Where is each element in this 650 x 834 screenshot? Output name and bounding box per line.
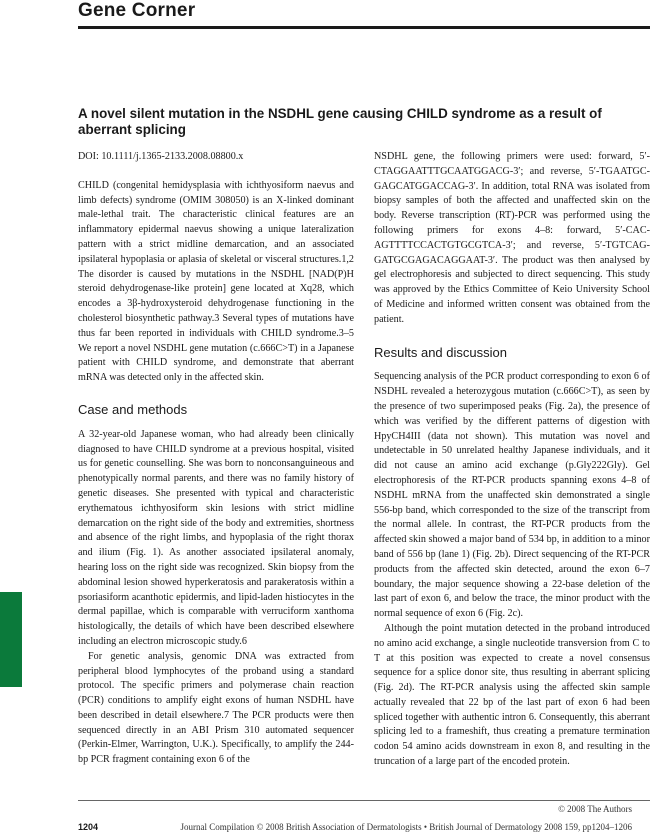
section-title: Gene Corner [78, 0, 196, 21]
heading-results-and-discussion: Results and discussion [374, 344, 507, 360]
copyright-notice: © 2008 The Authors [558, 804, 632, 814]
doi-link[interactable]: DOI: 10.1111/j.1365-2133.2008.08800.x [78, 151, 244, 162]
methods-paragraph: For genetic analysis, genomic DNA was extracted from peripheral blood lymphocytes of the proband using a standard protocol. The specific primers and polymerase chain reaction (PCR) conditions to amplify eight exons of human NSDHL have been described in detail elsewhere.7 The PCR products were then sequenced directly in an ABI Prism 310 automated sequencer (Perkin-Elmer, Warrington, U.K.). Specifically, to amplify the 244-bp PCR fragment containing exon 6 of the [78, 650, 354, 766]
intro-paragraph: CHILD (congenital hemidysplasia with ichthyosiform naevus and limb defects) syndrome (OMIM 308050) is an X-linked dominant male-lethal trait. The characteristic clinical features are an inflammatory epidermal naevus showing a unique lateralization pattern with a strict midline demarcation, and an associated ipsilateral hypoplasia or aplasia of skeletal or visceral structures.1,2 The disorder is caused by mutations in the NSDHL [NAD(P)H steroid dehydrogenase-like protein] gene located at Xq28, which encodes a 3β-hydroxysteroid dehydrogenase functioning in the cholesterol biosynthetic pathway.3 Several types of mutations have thus far been reported in individuals with CHILD syndrome.3–5 We report a novel NSDHL gene mutation (c.666C>T) in a Japanese patient with CHILD syndrome, and demonstrate that aberrant mRNA was detected only in the affected skin. [78, 179, 354, 384]
methods-continued-paragraph: NSDHL gene, the following primers were used: forward, 5′-CTAGGAATTTGCAATGGACG-3′; and reverse, 5′-TGAATGC-GAGCATGGACCAG-3′. In addition, total RNA was isolated from biopsy samples of both the affected and unaffected skin on the body. Reverse transcription (RT)-PCR was performed using the following primers for exons 4–8: forward, 5′-CAC-AGTTTTCCACTGTGCGTCA-3′; and reverse, 5′-TGTCAG-GATGCGAGACAGGAAT-3′. The product was then analysed by gel electrophoresis and subjected to direct sequencing. This study was approved by the Ethics Committee of Keio University School of Medicine and informed written consent was obtained from the patient. [374, 151, 650, 325]
right-column [374, 150, 650, 770]
page-number: 1204 [78, 822, 99, 832]
journal-footer: Journal Compilation © 2008 British Association of Dermatologists • British Journal of Dermatology 2008 159, pp1204–1206 [180, 822, 632, 832]
article-title: A novel silent mutation in the NSDHL gene causing CHILD syndrome as a result of aberrant splicing [78, 106, 602, 137]
results-paragraph: Sequencing analysis of the PCR product corresponding to exon 6 of NSDHL revealed a heterozygous mutation (c.666C>T), as seen by the presence of two superimposed peaks (Fig. 2a), the presence of which was verified by the different patterns of digestion with HpyCH4III (data not shown). This mutation was novel and undetectable in 50 unrelated healthy Japanese individuals, and it did not cause an amino acid exchange (p.Gly222Gly). Gel electrophoresis of the RT-PCR products spanning exons 4–8 of NSDHL mRNA from the unaffected skin demonstrated a single 556-bp band, which corresponded to the size of the transcript from the normal allele. In contrast, the RT-PCR products from the affected skin showed a major band of 534 bp, in addition to a minor band of 556 bp (lane 1) (Fig. 2b). Direct sequencing of the RT-PCR products from the affected skin detected, around the exon 6–7 boundary, the major sequence showing a 22-base deletion of the last part of exon 6, and below the trace, the minor product with the normal sequence of exon 6 (Fig. 2c). [374, 371, 650, 620]
footer-rule [78, 800, 650, 801]
case-paragraph: A 32-year-old Japanese woman, who had already been clinically diagnosed to have CHILD syndrome at a previous hospital, visited us for genetic counselling. She was born to nonconsanguineous and phenotypically normal parents, and there was no family history of genetic diseases. She presented with typical and characteristic erythematous ichthyosiform skin lesions with strict midline demarcation on the right side of the body and extremities, shortness and absence of the right limbs, and hypoplasia of the right thorax and ilium (Fig. 1). As another associated ipsilateral anomaly, hearing loss on the right side was recognized. Skin biopsy from the abdominal lesion showed hyperkeratosis and parakeratosis within a psoriasiform acanthotic epidermis, and lipid-laden histiocytes in the dermal papillae, which is comparable with verruciform xanthoma histologically, the details of which have been described elsewhere including an electron microscopic study.6 [78, 428, 354, 647]
discussion-paragraph: Although the point mutation detected in the proband introduced no amino acid exchange, a single nucleotide transversion from C to T at this position was expected to create a novel consensus sequence for a splice donor site, thus resulting in aberrant splicing (Fig. 2d). The RT-PCR analysis using the affected skin sample actually revealed that 22 bp of the last part of exon 6 had been spliced together with authentic intron 6. Consequently, this aberrant splicing led to a frameshift, thus creating a premature termination codon 54 amino acids downstream in exon 8, and resulting in the truncation of a large part of the encoded protein. [374, 622, 650, 768]
heading-case-and-methods: Case and methods [78, 401, 188, 417]
left-column [78, 150, 354, 768]
header-rule [78, 26, 650, 29]
section-color-tab [0, 592, 22, 687]
